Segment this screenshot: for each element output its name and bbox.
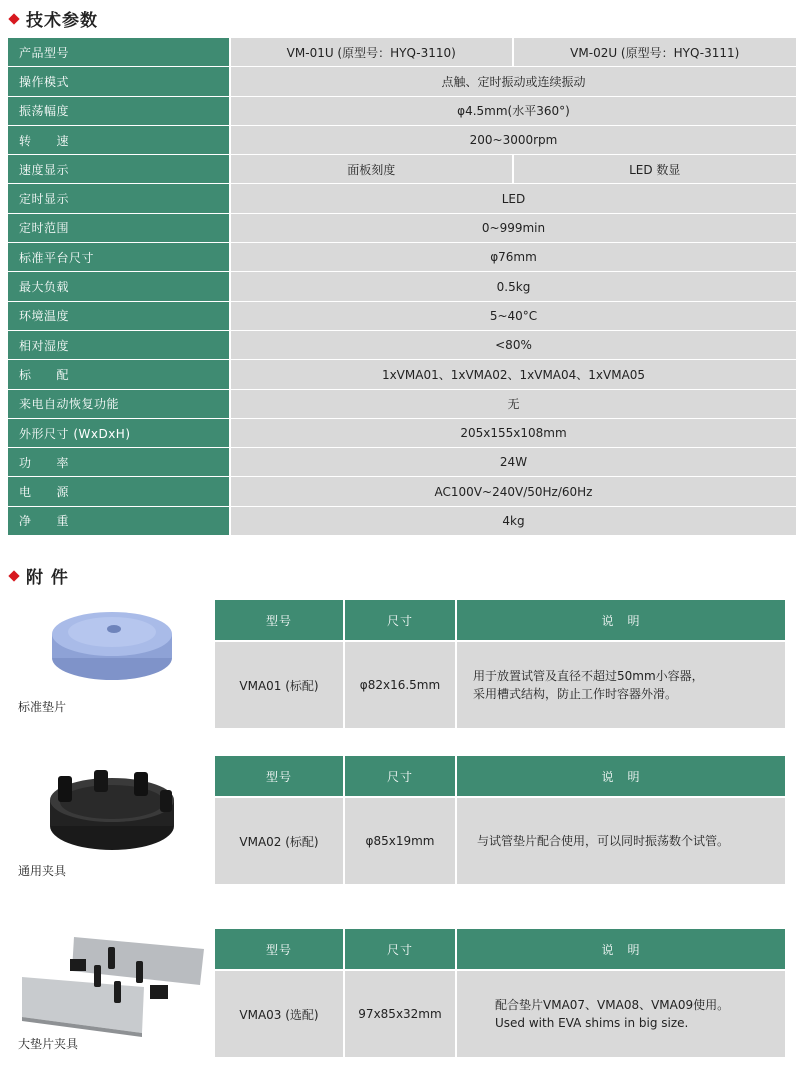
large-pad-clamp-image: [14, 929, 204, 1039]
accessory-caption: 大垫片夹具: [18, 1037, 79, 1051]
desc-line: Used with EVA shims in big size.: [495, 1016, 689, 1030]
spec-row: [8, 184, 796, 213]
spec-label: 转 速: [8, 126, 231, 155]
spec-value: 无: [231, 390, 796, 419]
header-size: 尺寸: [345, 929, 457, 971]
spec-row: [8, 419, 796, 448]
spec-row: [8, 448, 796, 477]
spec-value: 5~40°C: [231, 302, 796, 331]
spec-label: 相对湿度: [8, 331, 231, 360]
accessory-table: [215, 756, 785, 884]
spec-value: <80%: [231, 331, 796, 360]
spec-value: 0~999min: [231, 214, 796, 243]
spec-row: [8, 126, 796, 155]
accessory-caption: 标准垫片: [18, 700, 67, 714]
spec-label: 来电自动恢复功能: [8, 390, 231, 419]
accessory-table: [215, 929, 785, 1057]
spec-title-text: 技术参数: [26, 11, 98, 31]
spec-value: 200~3000rpm: [231, 126, 796, 155]
spec-label: 最大负载: [8, 272, 231, 301]
header-model: 型号: [215, 929, 345, 971]
desc-cell: [457, 798, 785, 884]
spec-row: [8, 360, 796, 389]
spec-section-title: [8, 6, 98, 31]
spec-label: 定时范围: [8, 214, 231, 243]
spec-value: LED 数显: [514, 155, 797, 184]
size-cell: φ85x19mm: [345, 798, 457, 884]
header-size: 尺寸: [345, 756, 457, 798]
spec-row: [8, 214, 796, 243]
spec-table: [8, 38, 796, 536]
spec-value: 24W: [231, 448, 796, 477]
spec-value: LED: [231, 184, 796, 213]
spec-row: [8, 272, 796, 301]
black-clamp-image: [14, 764, 204, 864]
spec-label: 功 率: [8, 448, 231, 477]
spec-row: [8, 390, 796, 419]
model-cell: VMA02 (标配): [215, 798, 345, 884]
header-model: 型号: [215, 600, 345, 642]
spec-label: 定时显示: [8, 184, 231, 213]
header-desc: 说 明: [457, 756, 785, 798]
spec-label: 环境温度: [8, 302, 231, 331]
spec-value: φ76mm: [231, 243, 796, 272]
spec-label: 速度显示: [8, 155, 231, 184]
spec-row: [8, 331, 796, 360]
spec-value: 点触、定时振动或连续振动: [231, 67, 796, 96]
spec-value: VM-01U (原型号：HYQ-3110): [231, 38, 514, 67]
accessory-table: [215, 600, 785, 728]
size-cell: φ82x16.5mm: [345, 642, 457, 728]
desc-line: 与试管垫片配合使用，可以同时振荡数个试管。: [477, 834, 730, 848]
size-cell: 97x85x32mm: [345, 971, 457, 1057]
spec-label: 产品型号: [8, 38, 231, 67]
spec-row: [8, 243, 796, 272]
spec-value: 4kg: [231, 507, 796, 536]
spec-label: 标 配: [8, 360, 231, 389]
spec-row: [8, 155, 796, 184]
spec-label: 标准平台尺寸: [8, 243, 231, 272]
desc-line: 用于放置试管及直径不超过50mm小容器，: [473, 669, 704, 683]
accessory-caption: 通用夹具: [18, 864, 67, 878]
model-cell: VMA03 (选配): [215, 971, 345, 1057]
model-cell: VMA01 (标配): [215, 642, 345, 728]
spec-value: 205x155x108mm: [231, 419, 796, 448]
header-model: 型号: [215, 756, 345, 798]
spec-label: 净 重: [8, 507, 231, 536]
desc-line: 配合垫片VMA07、VMA08、VMA09使用。: [495, 998, 730, 1012]
spec-row: [8, 38, 796, 67]
spec-label: 操作模式: [8, 67, 231, 96]
spec-label: 振荡幅度: [8, 97, 231, 126]
spec-row: [8, 477, 796, 506]
desc-cell: [457, 971, 785, 1057]
header-desc: 说 明: [457, 600, 785, 642]
header-size: 尺寸: [345, 600, 457, 642]
spec-row: [8, 507, 796, 536]
header-desc: 说 明: [457, 929, 785, 971]
spec-value: 面板刻度: [231, 155, 514, 184]
blue-pad-image: [14, 600, 204, 695]
accessories-section-title: [8, 563, 69, 588]
diamond-bullet-icon: [8, 570, 19, 581]
spec-value: 0.5kg: [231, 272, 796, 301]
desc-line: 采用槽式结构，防止工作时容器外滑。: [473, 687, 678, 701]
spec-label: 外形尺寸 (WxDxH): [8, 419, 231, 448]
spec-value: VM-02U (原型号：HYQ-3111): [514, 38, 797, 67]
diamond-bullet-icon: [8, 13, 19, 24]
spec-row: [8, 97, 796, 126]
spec-value: 1xVMA01、1xVMA02、1xVMA04、1xVMA05: [231, 360, 796, 389]
spec-row: [8, 302, 796, 331]
accessories-title-text: 附 件: [26, 568, 69, 588]
spec-label: 电 源: [8, 477, 231, 506]
spec-value: φ4.5mm(水平360°): [231, 97, 796, 126]
spec-value: AC100V~240V/50Hz/60Hz: [231, 477, 796, 506]
spec-row: [8, 67, 796, 96]
desc-cell: [457, 642, 785, 728]
